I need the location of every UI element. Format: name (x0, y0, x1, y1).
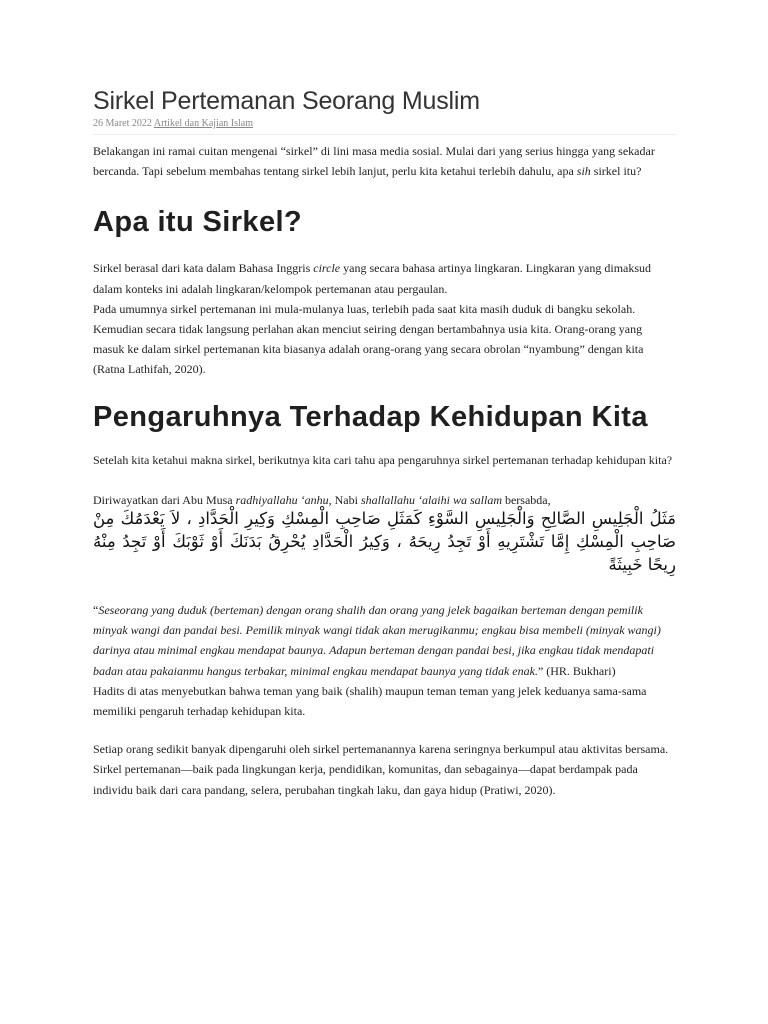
intro-text-em: sih (576, 164, 591, 179)
s1p1-text-b: yang secara bahasa artinya lingkaran. Lingkaran yang dimaksud dalam konteks ini adalah lingkaran/kelompok pertemanan atau pergaulan. (93, 261, 652, 296)
s1p1-text-em: circle (313, 261, 341, 276)
section-heading-apa-itu-sirkel: Apa itu Sirkel? (93, 206, 303, 239)
intro-paragraph (93, 141, 676, 181)
translation-source: ” (HR. Bukhari) (537, 663, 616, 678)
hadith-translation (93, 600, 676, 681)
category-link[interactable]: Artikel dan Kajian Islam (153, 118, 253, 129)
hadith-intro-em1: radhiyallahu ‘anhu (235, 492, 329, 507)
article-meta (93, 118, 676, 135)
translation-open-quote: “ (93, 603, 99, 618)
hadith-intro-a: Diriwayatkan dari Abu Musa (93, 492, 236, 507)
section1-paragraph-2: Pada umumnya sirkel pertemanan ini mula-mulanya luas, terlebih pada saat kita masih duduk di bangku sekolah. Kemudian secara tidak langsung perlahan akan menciut seiring dengan bertambahnya usia kita. Orang-orang yang masuk ke dalam sirkel pertemanan kita biasanya adalah orang-orang yang secara obrolan “nyambung” dengan kita (Ratna Lathifah, 2020). (93, 301, 644, 377)
article-date: 26 Maret 2022 (93, 118, 152, 129)
hadith-arabic-text: مَثَلُ الْجَلِيسِ الصَّالِحِ وَالْجَلِيسِ السَّوْءِ كَمَثَلِ صَاحِبِ الْمِسْكِ وَكِيرِ الْحَدَّادِ ، لاَ يَعْدَمُكَ مِنْ صَاحِبِ الْمِسْكِ إِمَّا تَشْتَرِيهِ أَوْ تَجِدُ رِيحَهُ ، وَكِيرُ الْحَدَّادِ يُحْرِقُ بَدَنَكَ أَوْ ثَوْبَكَ أَوْ تَجِدُ مِنْهُ رِيحًا خَبِيثَةً (93, 509, 676, 575)
hadith-intro-em2: shallallahu ‘alaihi wa sallam (360, 492, 502, 507)
hadith-intro-b: , Nabi (328, 492, 361, 507)
section2-paragraph-3: Setiap orang sedikit banyak dipengaruhi oleh sirkel pertemanannya karena seringnya berkumpul atau aktivitas bersama. Sirkel pertemanan—baik pada lingkungan kerja, pendidikan, komunitas, dan sebagainya—dapat berdampak pada individu baik dari cara pandang, selera, perubahan tingkah laku, dan gaya hidup (Pratiwi, 2020). (93, 742, 669, 797)
article-title: Sirkel Pertemanan Seorang Muslim (93, 87, 480, 115)
hadith-intro-c: bersabda, (501, 492, 551, 507)
section-heading-pengaruhnya: Pengaruhnya Terhadap Kehidupan Kita (93, 400, 648, 433)
section1-paragraph-1 (93, 258, 676, 298)
intro-text-b: sirkel itu? (590, 164, 642, 179)
s1p1-text-a: Sirkel berasal dari kata dalam Bahasa Inggris (93, 261, 314, 276)
section2-paragraph-1: Setelah kita ketahui makna sirkel, berikutnya kita cari tahu apa pengaruhnya sirkel pertemanan terhadap kehidupan kita? (93, 452, 673, 467)
section2-paragraph-2: Hadits di atas menyebutkan bahwa teman yang baik (shalih) maupun teman teman yang jelek keduanya sama-sama memiliki pengaruh terhadap kehidupan kita. (93, 683, 647, 719)
article (93, 84, 676, 800)
intro-text-a: Belakangan ini ramai cuitan mengenai “sirkel” di lini masa media sosial. Mulai dari yang serius hingga yang sekadar bercanda. Tapi sebelum membahas tentang sirkel lebih lanjut, perlu kita ketahui terlebih dahulu, apa (93, 144, 655, 179)
translation-text: Seseorang yang duduk (berteman) dengan orang shalih dan orang yang jelek bagaikan berteman dengan pemilik minyak wangi dan pandai besi. Pemilik minyak wangi tidak akan merugikanmu; engkau bisa membeli (minyak wangi) darinya atau minimal engkau mendapat baunya. Adapun berteman dengan pandai besi, jika engkau tidak mendapati badan atau pakaianmu hangus terbakar, minimal engkau mendapat baunya yang tidak enak. (93, 603, 661, 678)
